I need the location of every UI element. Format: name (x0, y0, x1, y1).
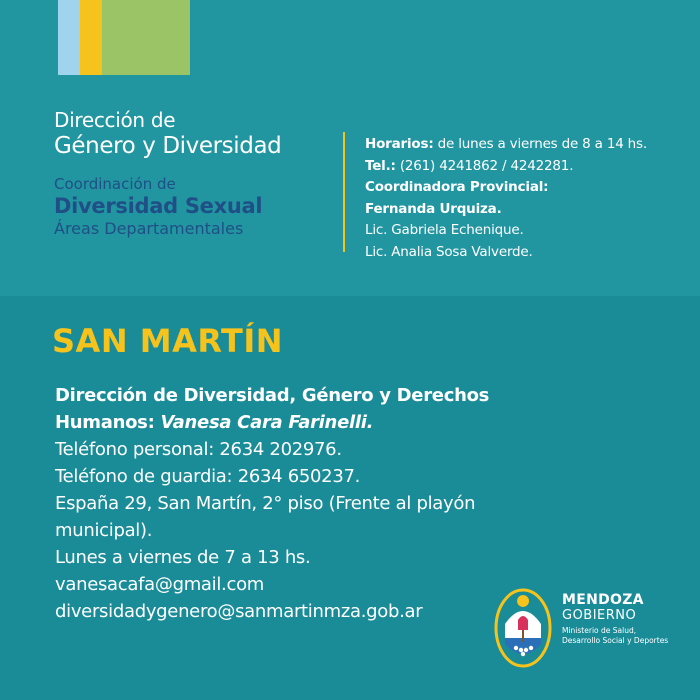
department-line2 (55, 409, 655, 436)
phone-personal: Teléfono personal: 2634 202976. (55, 439, 342, 460)
decor-bar-yellow (80, 0, 102, 75)
direction-line1: Dirección de (54, 108, 176, 132)
mendoza-coat-of-arms-logo (492, 580, 554, 672)
section-body (55, 382, 655, 625)
coordination-line1: Coordinación de (54, 175, 176, 193)
coordination-line2: Diversidad Sexual (54, 194, 263, 218)
tel-row (365, 156, 695, 178)
department-label: Humanos: (55, 412, 161, 433)
contact-info (365, 134, 695, 263)
logo-text (562, 592, 668, 646)
logo-name: MENDOZA (562, 592, 644, 608)
logo-sub: Ministerio de Salud, Desarrollo Social y Deportes (562, 626, 669, 645)
section-hours: Lunes a viernes de 7 a 13 hs. (55, 547, 311, 568)
logo-gob: GOBIERNO (562, 608, 637, 623)
decor-bar-blue (58, 0, 80, 75)
coordination-line3: Áreas Departamentales (54, 219, 244, 238)
direction-line2: Género y Diversidad (54, 133, 282, 159)
decor-bar-green (102, 0, 190, 75)
address-line2: municipal). (55, 520, 153, 541)
phrygian-cap-icon (518, 616, 528, 630)
department-line1: Dirección de Diversidad, Género y Derechos (55, 385, 490, 406)
email-1[interactable]: vanesacafa@gmail.com (55, 574, 265, 595)
email-2[interactable]: diversidadygenero@sanmartinmza.gob.ar (55, 601, 423, 622)
director-name: Vanesa Cara Farinelli. (160, 412, 374, 433)
section-title: SAN MARTÍN (52, 322, 284, 360)
hours-row (365, 134, 695, 156)
coordinator-label: Coordinadora Provincial: (365, 179, 549, 195)
vertical-divider (343, 132, 345, 252)
staff-1: Lic. Gabriela Echenique. (365, 222, 524, 238)
hours-value: de lunes a viernes de 8 a 14 hs. (433, 136, 647, 152)
tel-value: (261) 4241862 / 4242281. (395, 157, 574, 174)
office-title-block (54, 108, 334, 239)
hours-label: Horarios: (365, 136, 434, 152)
sun-icon (517, 595, 529, 607)
address-line1: España 29, San Martín, 2° piso (Frente al playón (55, 493, 476, 514)
coordinator-name: Fernanda Urquiza. (365, 200, 502, 217)
tel-label: Tel.: (365, 157, 396, 174)
staff-2: Lic. Analia Sosa Valverde. (365, 243, 533, 260)
phone-guard: Teléfono de guardia: 2634 650237. (55, 466, 361, 487)
